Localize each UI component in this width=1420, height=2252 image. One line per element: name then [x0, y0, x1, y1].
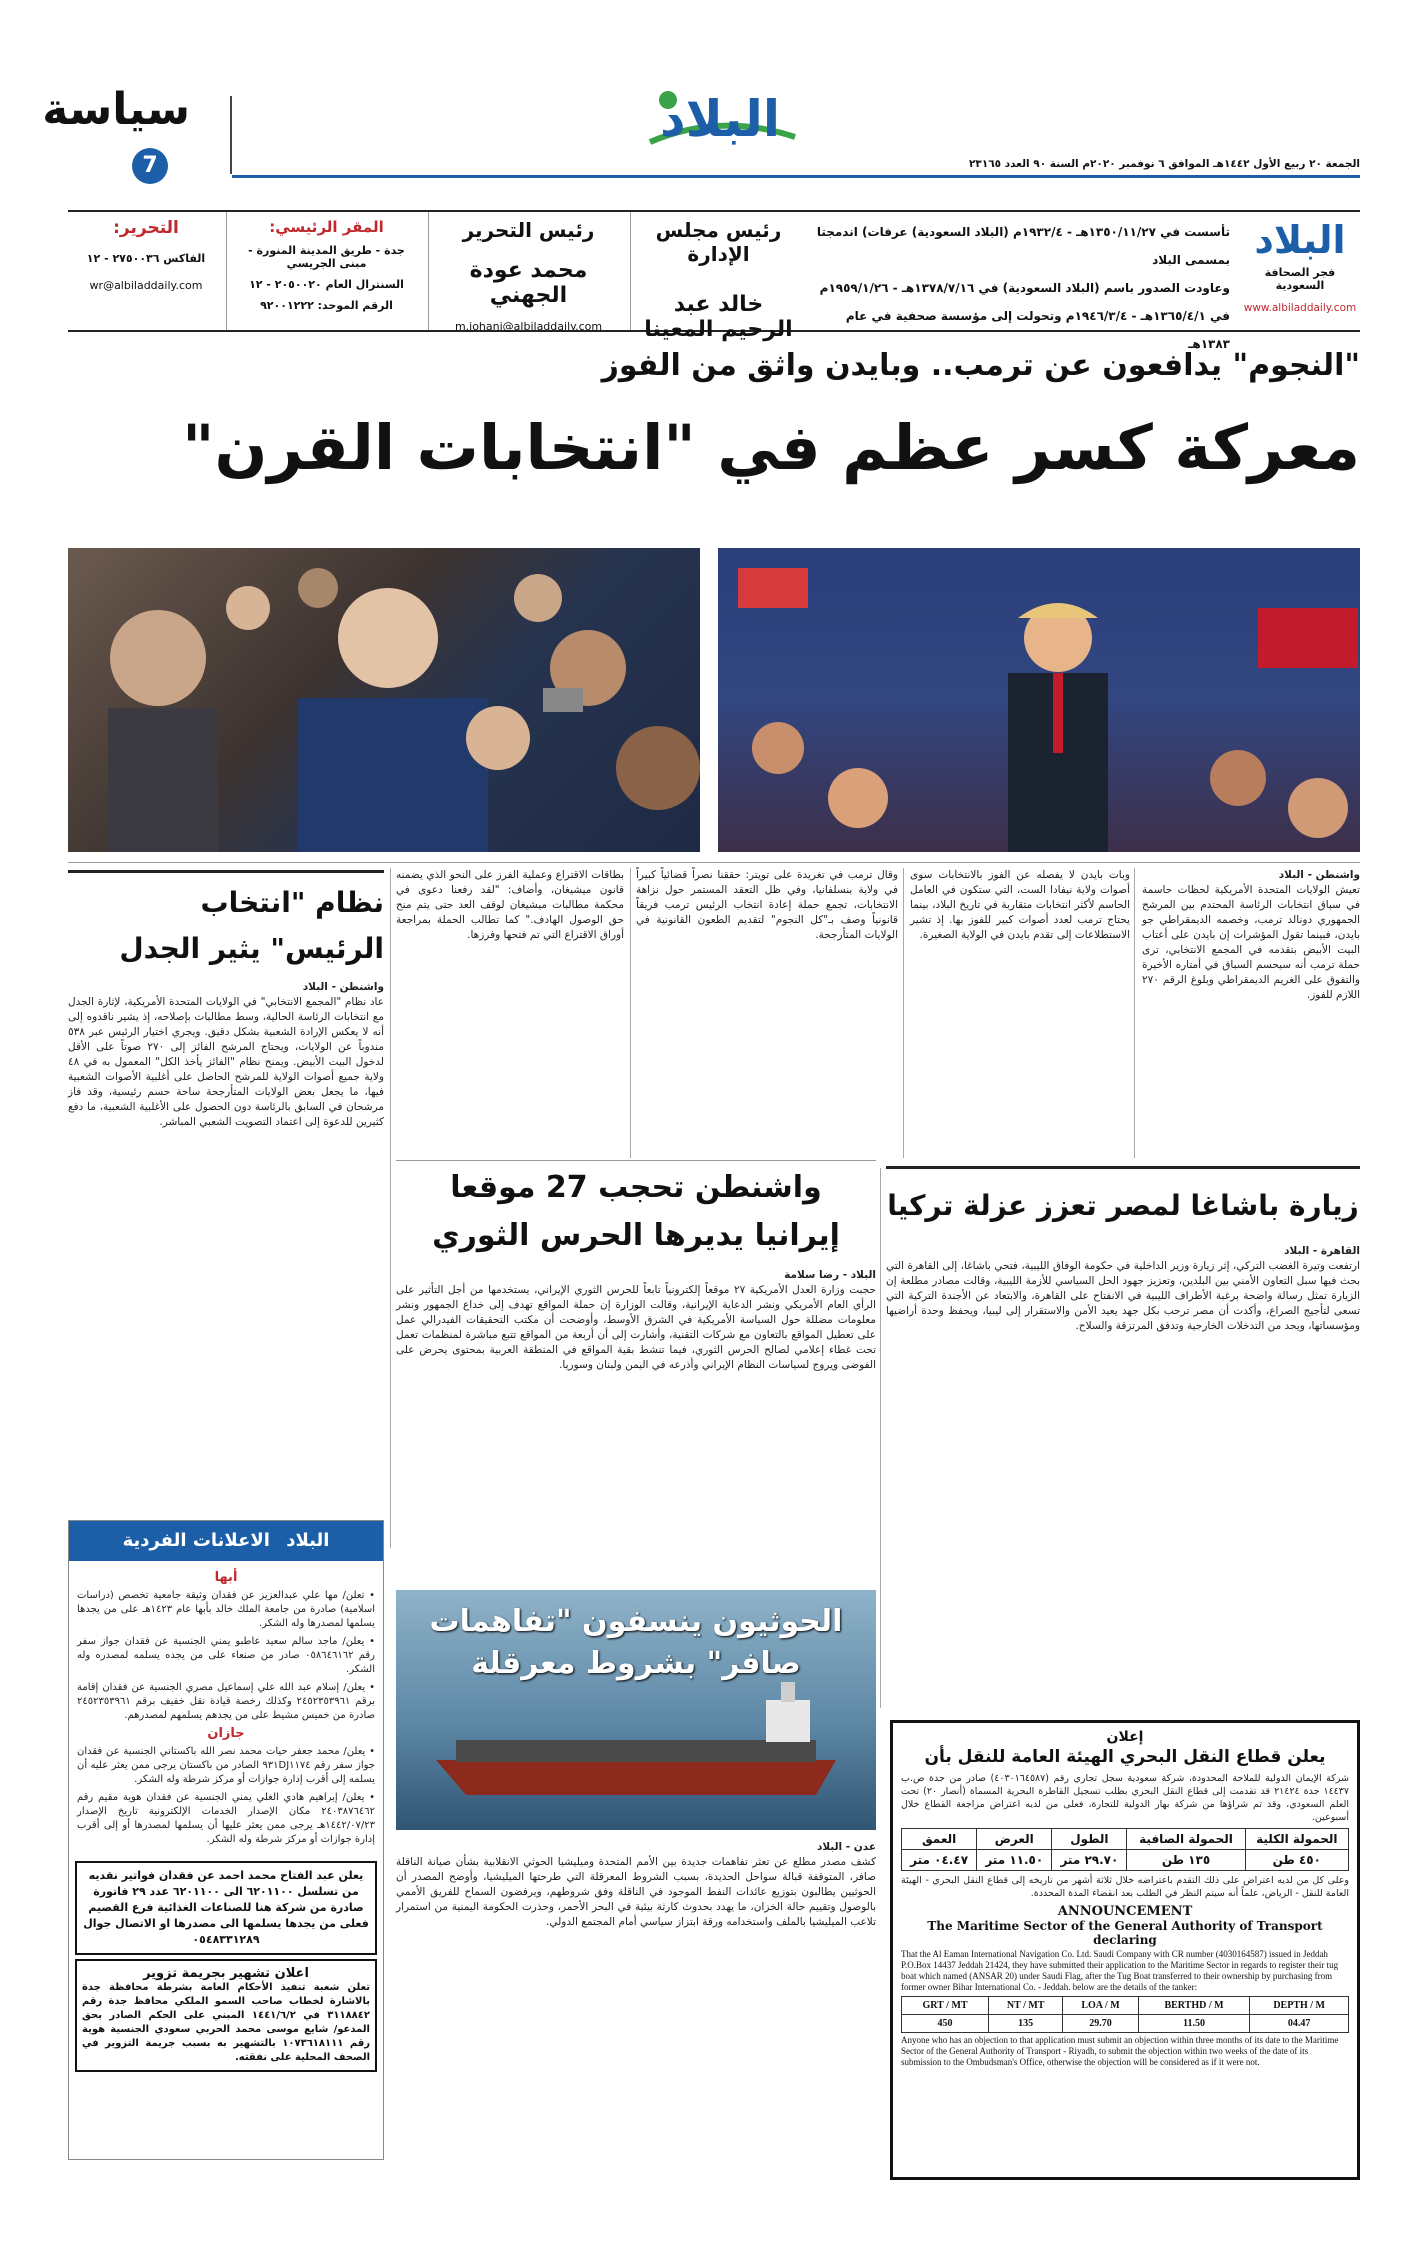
- maritime-ad-en-footer: Anyone who has an objection to that application must submit an objection within three months of its date to the Maritime Sector of the General Authority of Transport - Riyadh, to submit the objection within two weeks of the date of its submission to the Ombudsman's Office, otherwise the objection will be considered as if it were not.: [901, 2035, 1339, 2067]
- masthead-divider: [230, 96, 232, 174]
- side-story-top-rule: [68, 870, 384, 873]
- slander-body: تعلن شعبة تنفيذ الأحكام العامة بشرطة محافظة جدة بالاشارة لخطاب صاحب السمو الملكي محافظ جدة رقم ٣١١٨٨٤٢ في ١٤٤١/٦/٢ المبني على الحكم الصادر بحق المدعو/ شايع موسى محمد الحربي سعودي الجنسية هوية رقم ١٠٧٣٦١٨١١١ بالتشهير به بسبب جريمة التزوير في الصحف المحلية على نفقته.: [82, 1982, 370, 2063]
- invoice-notice: يعلن عبد الفتاح محمد احمد عن فقدان فواتير نقديه من تسلسل ٦٢٠١١٠٠ الى ٦٢٠١١٠٠ عدد ٢٩ فاتورة صادرة من شركة هنا للصناعات الغذائية فرع القصيم فعلى من يجدها يسلمها الى مصدرها او الاتصال جوال ٠٥٤٨٣٣١٢٨٩: [75, 1861, 377, 1955]
- table-header: NT / MT: [989, 1997, 1063, 2015]
- table-cell: ١٣٥ طن: [1127, 1850, 1245, 1871]
- table-header: العرض: [977, 1829, 1052, 1850]
- side-story-body: [68, 980, 384, 1130]
- lead-column-divider: [1134, 868, 1135, 1158]
- houthi-text: كشف مصدر مطلع عن تعثر تفاهمات جديدة بين الأمم المتحدة وميليشيا الحوثي الانقلابية بشأن صيانة الناقلة صافر، المتوقفة قبالة سواحل الحديدة، بسبب الشروط المعرقلة التي طرحتها الميليشيا، وأوضح المصدر أن الحوثيين يطالبون بتوزيع عائدات النفط الموجود في الناقلة وفق شروطهم، ويرفضون السماح للفريق الأممي بالوصول وتقييم حالة الخزان، ما يهدد بحدوث كارثة بيئية في البحر الأحمر، وحذرت الحكومة اليمنية من استمرار تلاعب الميليشيا بالملف واستخدامه ورقة ابتزاز سياسي أمام المجتمع الدولي.: [396, 1856, 876, 1928]
- maritime-ad-label: إعلان: [1106, 1729, 1144, 1745]
- lead-dateline: واشنطن - البلاد: [1278, 869, 1360, 881]
- maritime-ad-table-ar: [901, 1828, 1349, 1871]
- table-cell: ٢٩.٧٠ متر: [1052, 1850, 1127, 1871]
- hq-title: المقر الرئيسي:: [269, 218, 384, 236]
- maritime-ad-footer-ar: وعلى كل من لديه اعتراض على ذلك التقدم باعتراضه خلال ثلاثة أشهر من تاريخه إلى قطاع النقل البحري - الهيئة العامة للنقل - الرياض، علماً أنه سيتم النظر في الطلب بعد انقضاء المدة المحددة.: [901, 1875, 1349, 1899]
- crowd-illustration-icon: [68, 548, 700, 852]
- editor-title: رئيس التحرير: [462, 218, 595, 242]
- founding-line: وعاودت الصدور باسم (البلاد السعودية) في ١٣٧٨/٧/١٦هـ - ١٩٥٩/١/٢٦م: [819, 281, 1230, 295]
- table-cell: 04.47: [1250, 2015, 1349, 2033]
- lead-column-divider: [903, 868, 904, 1158]
- lead-column-1: [1142, 868, 1360, 1003]
- classifieds-content: [69, 1561, 383, 1857]
- turkey-column-divider: [880, 1168, 881, 1708]
- editor-email[interactable]: m.johani@albiladdaily.com: [454, 320, 603, 333]
- hq-line: الرقم الموحد: ٩٢٠٠١٢٢٢: [260, 299, 393, 312]
- table-header: العمق: [902, 1829, 977, 1850]
- maritime-ad-en-body: That the Al Eaman International Navigation Co. Ltd. Saudi Company with CR number (4030164587) issued in Jeddah P.O.Box 14437 Jeddah 21424, they have submitted their application to the Maritime Sector in regards to register their tug boat which named (ANSAR 20) under Saudi Flag, after the Tug Boat transferred to their ownership by purchasing from former owner Bihar International Co. - Jeddah. below are the details of the tanker:: [901, 1949, 1339, 1992]
- jazan-section-title: جازان: [207, 1726, 245, 1741]
- masthead-bottom-line: [232, 175, 1360, 178]
- biden-rally-photo: [68, 548, 700, 852]
- classified-item: • يعلن/ إسلام عبد الله علي إسماعيل مصري الجنسية عن فقدان إقامة برقم ٢٤٥٢٣٥٣٩٦١ وكذلك رخصة قيادة نقل خفيف برقم ٢٤٥٢٣٥٣٩٦١ صادرة من خميس مشيط على من يجدهم يسلمهم لمصدرهم.: [77, 1682, 376, 1721]
- lead-photo-rule: [68, 862, 1360, 863]
- maritime-ad-table-en: [901, 1996, 1349, 2033]
- classified-item: • يعلن/ ماجد سالم سعيد عاطبو يمني الجنسية عن فقدان جواز سفر رقم ٠٥٨٦٤٦١٦٢ صادر من صنعاء على من يجده يسلمه لمصدره وله الشكر.: [77, 1636, 376, 1675]
- abha-section-title: أبها: [214, 1570, 238, 1585]
- masthead-logo: [630, 82, 810, 160]
- classifieds-header: [69, 1521, 383, 1561]
- classifieds-logo: البلاد: [286, 1530, 330, 1551]
- table-cell: 29.70: [1063, 2015, 1138, 2033]
- brand-tagline: فجر الصحافة السعودية: [1264, 266, 1336, 292]
- chairman-name: خالد عبد الرحيم المعينا: [644, 292, 793, 342]
- brand-url[interactable]: www.albiladdaily.com: [1243, 302, 1357, 314]
- table-header: GRT / MT: [902, 1997, 989, 2015]
- turkey-story-rule: [886, 1166, 1360, 1169]
- tanker-photo-title-line2: صافر" بشروط معرقلة: [471, 1646, 801, 1681]
- slander-notice: [75, 1959, 377, 2072]
- table-header: الحمولة الصافية: [1127, 1829, 1245, 1850]
- iran-headline-line2: إيرانيا يديرها الحرس الثوري: [432, 1218, 840, 1253]
- table-cell: ١١.٥٠ متر: [977, 1850, 1052, 1871]
- brand-logo: البلاد: [1254, 218, 1346, 262]
- table-header: DEPTH / M: [1250, 1997, 1349, 2015]
- classified-item: • تعلن/ مها علي عبدالعزيز عن فقدان وثيقة جامعية تخصص (دراسات اسلامية) صادرة من جامعة الملك خالد بأبها عام ١٤٢٣هـ على من يجدها يسلمها لمصدرها وله الشكر.: [77, 1590, 375, 1629]
- iran-text: حجبت وزارة العدل الأمريكية ٢٧ موقعاً إلكترونياً تابعاً للحرس الثوري الإيراني، يستخدمها من أجل التأثير على الرأي العام الأمريكي ونشر الدعاية الإيرانية، وقالت الوزارة إن حملة المواقع تهدف إلى خداع الجمهور ونشر معلومات مضللة حول السياسة الأمريكية في الشرق الأوسط، وأوضحت أن مكتب التحقيقات الفيدرالي عمل على تعطيل المواقع بالتعاون مع شركات التقنية، وأشارت إلى أن أربعة من المواقع تتبع مباشرة لمنظمات تعمل تحت غطاء إعلامي لصالح الحرس الثوري، فيما تنشط بقية المواقع في المنطقة العربية بمحتوى يحرض على الفوضى ويروج لسياسات النظام الإيراني وأذرعه في اليمن ولبنان وسوريا.: [396, 1284, 876, 1371]
- side-story-text: عاد نظام "المجمع الانتخابي" في الولايات المتحدة الأمريكية، لإثارة الجدل مع انتخابات الرئاسة الحالية، وسط مطالبات بإصلاحه، إذ يشير ناقدوه إلى أنه لا يعكس الإرادة الشعبية بشكل دقيق. ويجري اختيار الرئيس عبر ٥٣٨ مندوباً عن الولايات، ويحتاج المرشح الفائز إلى ٢٧٠ صوتاً على الأقل لدخول البيت الأبيض. ويمنح نظام "الفائز يأخذ الكل" المعمول به في ٤٨ ولاية جميع أصوات الولاية للمرشح الحاصل على أغلبية الأصوات الشعبية فيها، ما يجعل بعض الولايات المتأرجحة ساحة حسم رئيسية، وقد فاز مرشحان في السابق بالرئاسة دون الحصول على الأغلبية الشعبية، ما دفع كثيرين للدعوة إلى اعتماد التصويت الشعبي المباشر.: [68, 996, 384, 1128]
- page-number-badge: 7: [132, 148, 168, 184]
- editorial-email[interactable]: wr@albiladdaily.com: [89, 279, 203, 292]
- maritime-ad-body-ar: شركة الإيمان الدولية للملاحة المحدودة، شركة سعودية سجل تجاري رقم (٤٠٣٠١٦٤٥٨٧) صادر من جدة ص.ب ١٤٤٣٧ جدة ٢١٤٢٤ قد تقدمت إلى قطاع النقل البحري بطلب تسجيل القاطرة البحرية المسماة (أنصار ٢٠) تحت العلم السعودي، وقد تم شراؤها من شركة بهار الدولية للتجارة، فعلى من لديه اعتراض مراجعة القطاع خلال أسبوعين.: [901, 1773, 1350, 1823]
- lead-kicker: "النجوم" يدافعون عن ترمب.. وبايدن واثق من الفوز: [601, 348, 1360, 383]
- tanker-photo: [396, 1590, 876, 1830]
- editorial-title: التحرير:: [113, 218, 179, 238]
- lead-headline: معركة كسر عظم في "انتخابات القرن": [182, 411, 1360, 484]
- lead-column-4: بطاقات الاقتراع وعملية الفرز على النحو الذي يضمنه قانون ميشيغان، وأضاف: "لقد رفعنا دعوى في محكمة مطالبات ميشيغان لوقف العد حتى يتم منح حق الوصول الهادف." كما تطالب الحملة بمراجعة أوراق الاقتراع التي تم فتحها وفرزها.: [396, 869, 624, 941]
- chairman-title: رئيس مجلس الإدارة: [655, 218, 782, 266]
- editor-block: [428, 212, 628, 333]
- lead-column-3: وقال ترمب في تغريدة على تويتر: حققنا نصراً قضائياً كبيراً في ولاية بنسلفانيا، وفي ظل التعقد المستمر حول نزاهة الانتخابات، تجمع حملة إعادة انتخاب الرئيس ترمب فريقاً قانونياً وصف بـ"كل النجوم" لتقديم الطعون القانونية في الولايات المتأرجحة.: [636, 869, 898, 941]
- issue-dateline: الجمعة ٢٠ ربيع الأول ١٤٤٢هـ الموافق ٦ نوفمبر ٢٠٢٠م السنة ٩٠ العدد ٢٣١٦٥: [969, 158, 1360, 170]
- maritime-ad: [890, 1720, 1360, 2180]
- classified-item: • يعلن/ إبراهيم هادي الغلي يمني الجنسية عن فقدان هوية مقيم رقم ٢٤٠٣٨٧٦٤٦٢ مكان الإصدار الخدمات الإلكترونية تاريخ الإصدار ١٤٤٢/٠٧/٢٣هـ يرجى ممن يعثر عليها أن يسلمها لمصدرها أو إلى أقرب إدارة جوازات أو مركز شرطة وله الشكر.: [77, 1792, 375, 1845]
- turkey-dateline: القاهرة - البلاد: [1284, 1245, 1360, 1257]
- maritime-ad-en-subtitle: The Maritime Sector of the General Authority of Transport declaring: [927, 1919, 1323, 1947]
- turkey-headline: زيارة باشاغا لمصر تعزز عزلة تركيا: [887, 1189, 1359, 1222]
- table-header: BERTHD / M: [1138, 1997, 1250, 2015]
- masthead-logo-text: البلاد: [660, 90, 780, 148]
- table-header: الطول: [1052, 1829, 1127, 1850]
- hq-block: [226, 212, 426, 330]
- classifieds-title: الاعلانات الفردية: [122, 1530, 270, 1551]
- iran-story-body: [396, 1268, 876, 1373]
- table-cell: 11.50: [1138, 2015, 1250, 2033]
- maritime-ad-en-title: ANNOUNCEMENT: [1057, 1904, 1193, 1919]
- editor-name: محمد عودة الجهني: [469, 258, 588, 308]
- slander-title: اعلان تشهير بجريمة تزوير: [143, 1966, 309, 1981]
- editorial-fax: الفاكس ٢٧٥٠٠٣٦ - ١٢: [86, 252, 206, 265]
- classifieds-panel: [68, 1520, 384, 2160]
- classified-item: • يعلن/ محمد جعفر حيات محمد نصر الله باكستاني الجنسية عن فقدان جواز سفر رقم ٩٣١DJ١١٧٤ الصادر من باكستان يرجى ممن يعثر عليه أن يسلمه إلى أقرب إدارة جوازات أو مركز شرطة وله الشكر.: [77, 1746, 375, 1785]
- tanker-photo-title-line1: الحوثيون ينسفون "تفاهمات: [429, 1604, 843, 1639]
- lead-column-2: وبات بايدن لا يفصله عن الفوز بالانتخابات سوى أصوات ولاية نيفادا الست، التي ستكون في العامل الحاسم لأكثر انتخابات متقاربة في تاريخ البلاد، بينما يحتاج ترمب لعدد أصوات كبير للفوز بها. إذ تشير الاستطلاعات إلى تقدم بايدن في الولاية الصغيرة.: [910, 869, 1130, 941]
- table-header: الحمولة الكلية: [1245, 1829, 1348, 1850]
- founding-line: تأسست في ١٣٥٠/١١/٢٧هـ - ١٩٣٢/٤م (البلاد السعودية) عرفات) اندمجتا بمسمى البلاد: [816, 225, 1230, 267]
- table-cell: ٤٥٠ طن: [1245, 1850, 1348, 1871]
- section-title: سياسة: [42, 84, 190, 135]
- editorial-contact-block: [68, 212, 224, 330]
- iran-dateline: البلاد - رضا سلامة: [784, 1269, 876, 1281]
- founding-info: [810, 218, 1230, 358]
- hq-line: السنترال العام ٢٠٥٠٠٢٠ - ١٢: [249, 278, 404, 291]
- table-header: LOA / M: [1063, 1997, 1138, 2015]
- lead-paragraph: تعيش الولايات المتحدة الأمريكية لحظات حاسمة في سباق انتخابات الرئاسة المحتدم بين المرشح الجمهوري دونالد ترمب، وخصمه الديمقراطي جو بايدن، فبينما تقول المؤشرات إن بايدن على أعتاب البيت الأبيض بتقدمه في المجمع الانتخابي، ترى حملة ترمب أنه سيحسم السباق في أمتاره الأخيرة والتفوق على الغريم الديمقراطي وبلوغ الرقم ٢٧٠ اللازم للفوز.: [1142, 884, 1360, 1001]
- rally-illustration-icon: [718, 548, 1360, 852]
- chairman-block: [630, 212, 806, 342]
- side-story-headline: نظام "انتخاب الرئيس" يثير الجدل: [119, 886, 384, 965]
- table-cell: 450: [902, 2015, 989, 2033]
- maritime-ad-title: يعلن قطاع النقل البحري الهيئة العامة للنقل بأن: [924, 1747, 1326, 1767]
- houthi-story-body: [396, 1840, 876, 1930]
- iran-headline-line1: واشنطن تحجب 27 موقعا: [450, 1170, 822, 1205]
- brand-block: [1240, 212, 1360, 330]
- hq-line: جدة - طريق المدينة المنورة - مبنى الجريسي: [248, 244, 405, 270]
- turkey-text: ارتفعت وتيرة الغضب التركي، إثر زيارة وزير الداخلية في حكومة الوفاق الليبية، فتحي باشاغا، إلى القاهرة التي بحث فيها سبل التعاون الأمني بين البلدين، وتعزيز جهود الحل السياسي للأزمة الليبية، وقالت مصادر مطلعة إن الزيارة تمثل رسالة واضحة برغبة الأطراف الليبية في الانفتاح على القاهرة، والابتعاد عن الأجندة التركية التي تسعى لتأجيج الصراع، وأكدت أن مصر ترحب بكل جهد يعيد الأمن والاستقرار إلى ليبيا، ويحفظ وحدة أراضيها ومؤسساتها، ويحد من التدخلات الخارجية وتدفق المرتزقة والسلاح.: [886, 1260, 1360, 1332]
- iran-story-rule: [396, 1160, 876, 1161]
- lead-column-divider: [630, 868, 631, 1158]
- side-column-divider: [390, 868, 391, 1548]
- side-story-dateline: واشنطن - البلاد: [302, 981, 384, 993]
- trump-rally-photo: [718, 548, 1360, 852]
- table-cell: ٠٤.٤٧ متر: [902, 1850, 977, 1871]
- houthi-dateline: عدن - البلاد: [816, 1841, 876, 1853]
- founding-line: في ١٣٦٥/٤/١هـ - ١٩٤٦/٣/٤م وتحولت إلى مؤسسة صحفية في عام ١٣٨٣هـ: [845, 309, 1230, 351]
- turkey-story-body: [886, 1244, 1360, 1334]
- table-cell: 135: [989, 2015, 1063, 2033]
